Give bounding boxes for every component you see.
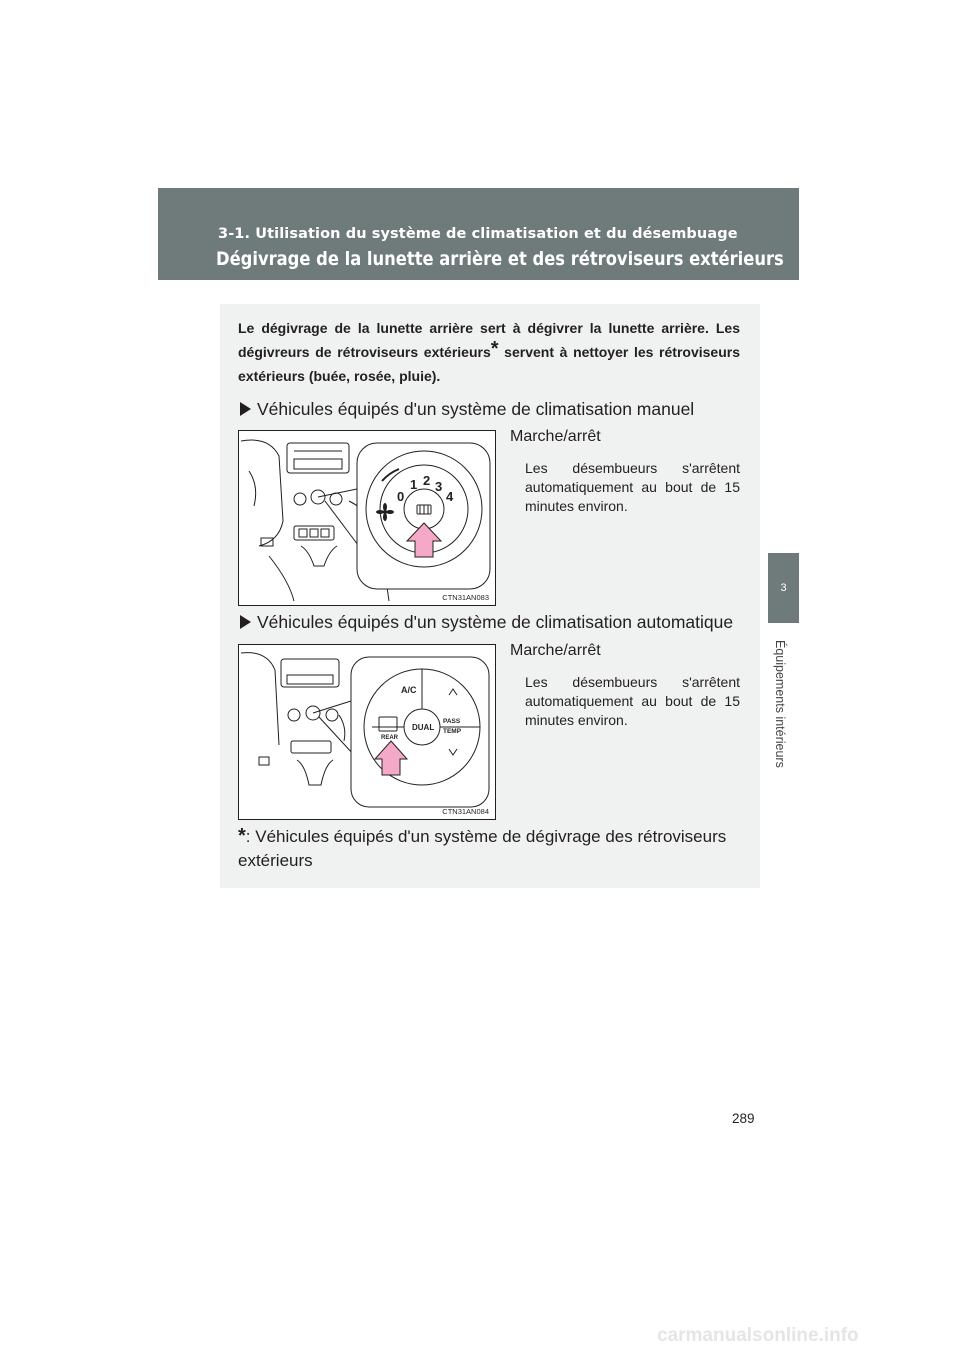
section-heading-manual: Véhicules équipés d'un système de climatisation manuel [240, 399, 694, 420]
figure-code: CTN31AN083 [442, 593, 489, 602]
footnote-mark: * [238, 825, 246, 847]
caption-title-automatic: Marche/arrêt [510, 642, 601, 659]
page-number: 289 [732, 1111, 755, 1126]
footnote-text: : Véhicules équipés d'un système de dégivrage des rétroviseurs extérieurs [238, 827, 727, 870]
dial-number-3: 3 [435, 479, 443, 494]
manual-ac-illustration [239, 431, 495, 605]
temp-label: TEMP [443, 728, 462, 735]
page-title: Dégivrage de la lunette arrière et des rétroviseurs extérieurs [216, 248, 784, 270]
chapter-label: Équipements intérieurs [773, 640, 787, 768]
chapter-number-tab: 3 [768, 553, 799, 623]
dual-label: DUAL [412, 723, 435, 732]
page-header [158, 188, 799, 280]
dial-number-2: 2 [423, 473, 431, 488]
section-heading-automatic: Véhicules équipés d'un système de climatisation automatique [240, 612, 733, 633]
pass-label: PASS [443, 718, 461, 725]
figure-manual-ac [238, 430, 496, 606]
caption-text-automatic: Les désembueurs s'arrêtent automatiquement au bout de 15 minutes environ. [525, 674, 740, 728]
intro-paragraph: Le dégivrage de la lunette arrière sert à dégivrer la lunette arrière. Les dégivreurs de rétroviseurs extérieurs* servent à nettoyer les rétroviseurs extérieurs (buée, rosée, pluie). [238, 320, 740, 384]
automatic-ac-illustration [239, 645, 495, 819]
caption-text-manual: Les désembueurs s'arrêtent automatiquement au bout de 15 minutes environ. [525, 460, 740, 514]
ac-label: A/C [401, 685, 417, 695]
footnote [238, 824, 743, 873]
watermark: carmanualsonline.info [657, 1325, 859, 1346]
footnote-star: * [490, 338, 499, 360]
section-title: 3-1. Utilisation du système de climatisation et du désembuage [218, 226, 738, 242]
dial-number-4: 4 [446, 489, 454, 504]
caption-title-manual: Marche/arrêt [510, 428, 601, 445]
dial-number-0: 0 [397, 489, 405, 504]
bullet-arrow-icon [240, 615, 251, 629]
bullet-arrow-icon [240, 402, 251, 416]
figure-automatic-ac [238, 644, 496, 820]
rear-label: REAR [381, 735, 399, 741]
content-panel [220, 304, 760, 888]
figure-code: CTN31AN084 [442, 807, 489, 816]
dial-number-1: 1 [410, 477, 418, 492]
